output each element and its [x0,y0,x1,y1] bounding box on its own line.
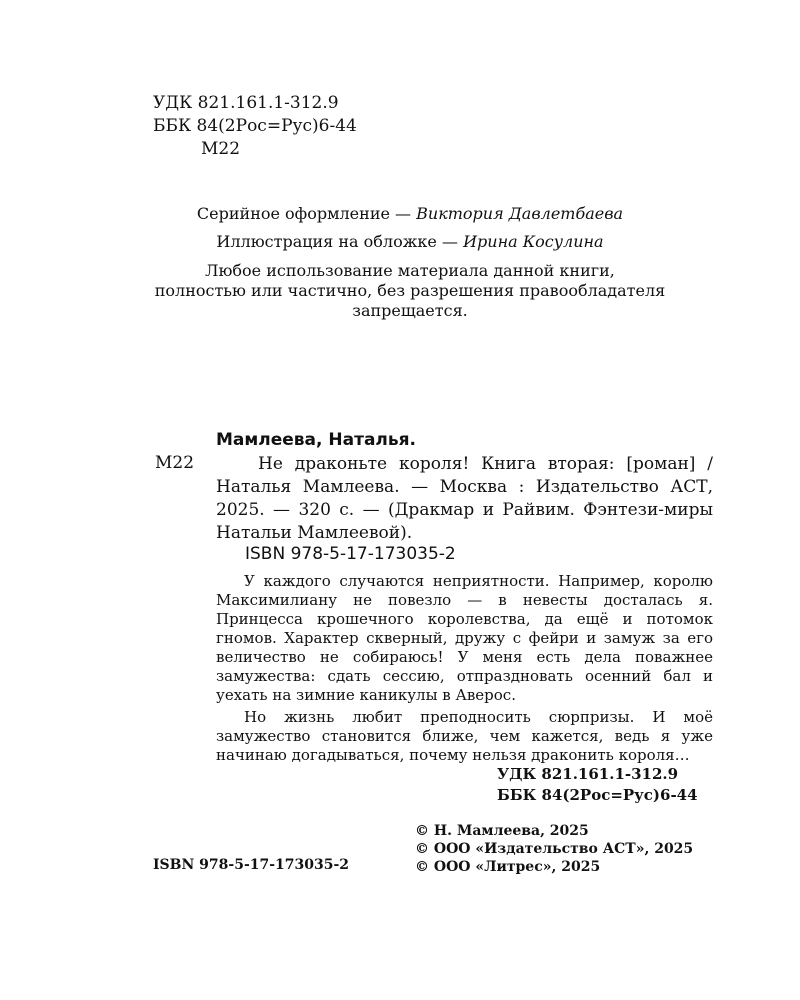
bibliographic-description [216,453,713,545]
udk-code: УДК 821.161.1-312.9 [153,93,339,113]
rights-line: запрещается. [352,301,468,320]
rights-notice [150,261,670,321]
rights-line: полностью или частично, без разрешения правообладателя [154,281,666,300]
description-text: Не драконьте короля! Книга вторая: [роман] / Наталья Мамлеева. — Москва : Издательство АСТ, 2025. — 320 с. — (Дракмар и Райвим. Фэнтези-миры Натальи Мамлеевой). [216,454,713,543]
cover-illustration-label: Иллюстрация на обложке — [216,232,458,251]
footer-isbn: ISBN 978-5-17-173035-2 [153,857,350,873]
annotation-paragraph: Но жизнь любит преподносить сюрпризы. И моё замужество становится ближе, чем кажется, ведь я уже начинаю догадываться, почему нельзя драконить короля… [216,708,713,764]
footer-udk: УДК 821.161.1-312.9 [497,765,679,783]
annotation [216,572,713,765]
copyright-line: © Н. Мамлеева, 2025 [415,823,589,839]
footer-bbk: ББК 84(2Рос=Рус)6-44 [497,786,698,804]
author-sign: М22 [201,139,241,159]
classification-block [153,92,357,161]
record-isbn: ISBN 978-5-17-173035-2 [245,544,456,564]
annotation-paragraph: У каждого случаются неприятности. Например, королю Максимилиану не повезло — в невесты досталась я. Принцесса крошечного королевства, да ещё и потомок гномов. Характер скверный, дружу с фейри и замуж за его величество не собираюсь! У меня есть дела поважнее замужества: сдать сессию, отпраздновать осенний бал и уехать на зимние каникулы в Аверос. [216,572,713,704]
cover-illustration-credit [150,232,670,251]
copyright-line: © ООО «Литрес», 2025 [415,859,601,875]
series-design-label: Серийное оформление — [196,204,412,223]
bbk-code: ББК 84(2Рос=Рус)6-44 [153,116,357,136]
series-designer-name: Виктория Давлетбаева [416,204,624,223]
footer-classification [497,764,698,806]
record-author: Мамлеева, Наталья. [216,430,416,450]
rights-line: Любое использование материала данной книги, [205,261,615,280]
copyright-line: © ООО «Издательство АСТ», 2025 [415,841,694,857]
copyright-block [415,822,693,876]
cover-illustrator-name: Ирина Косулина [463,232,604,251]
series-design-credit [150,204,670,223]
record-sign: М22 [155,453,195,473]
